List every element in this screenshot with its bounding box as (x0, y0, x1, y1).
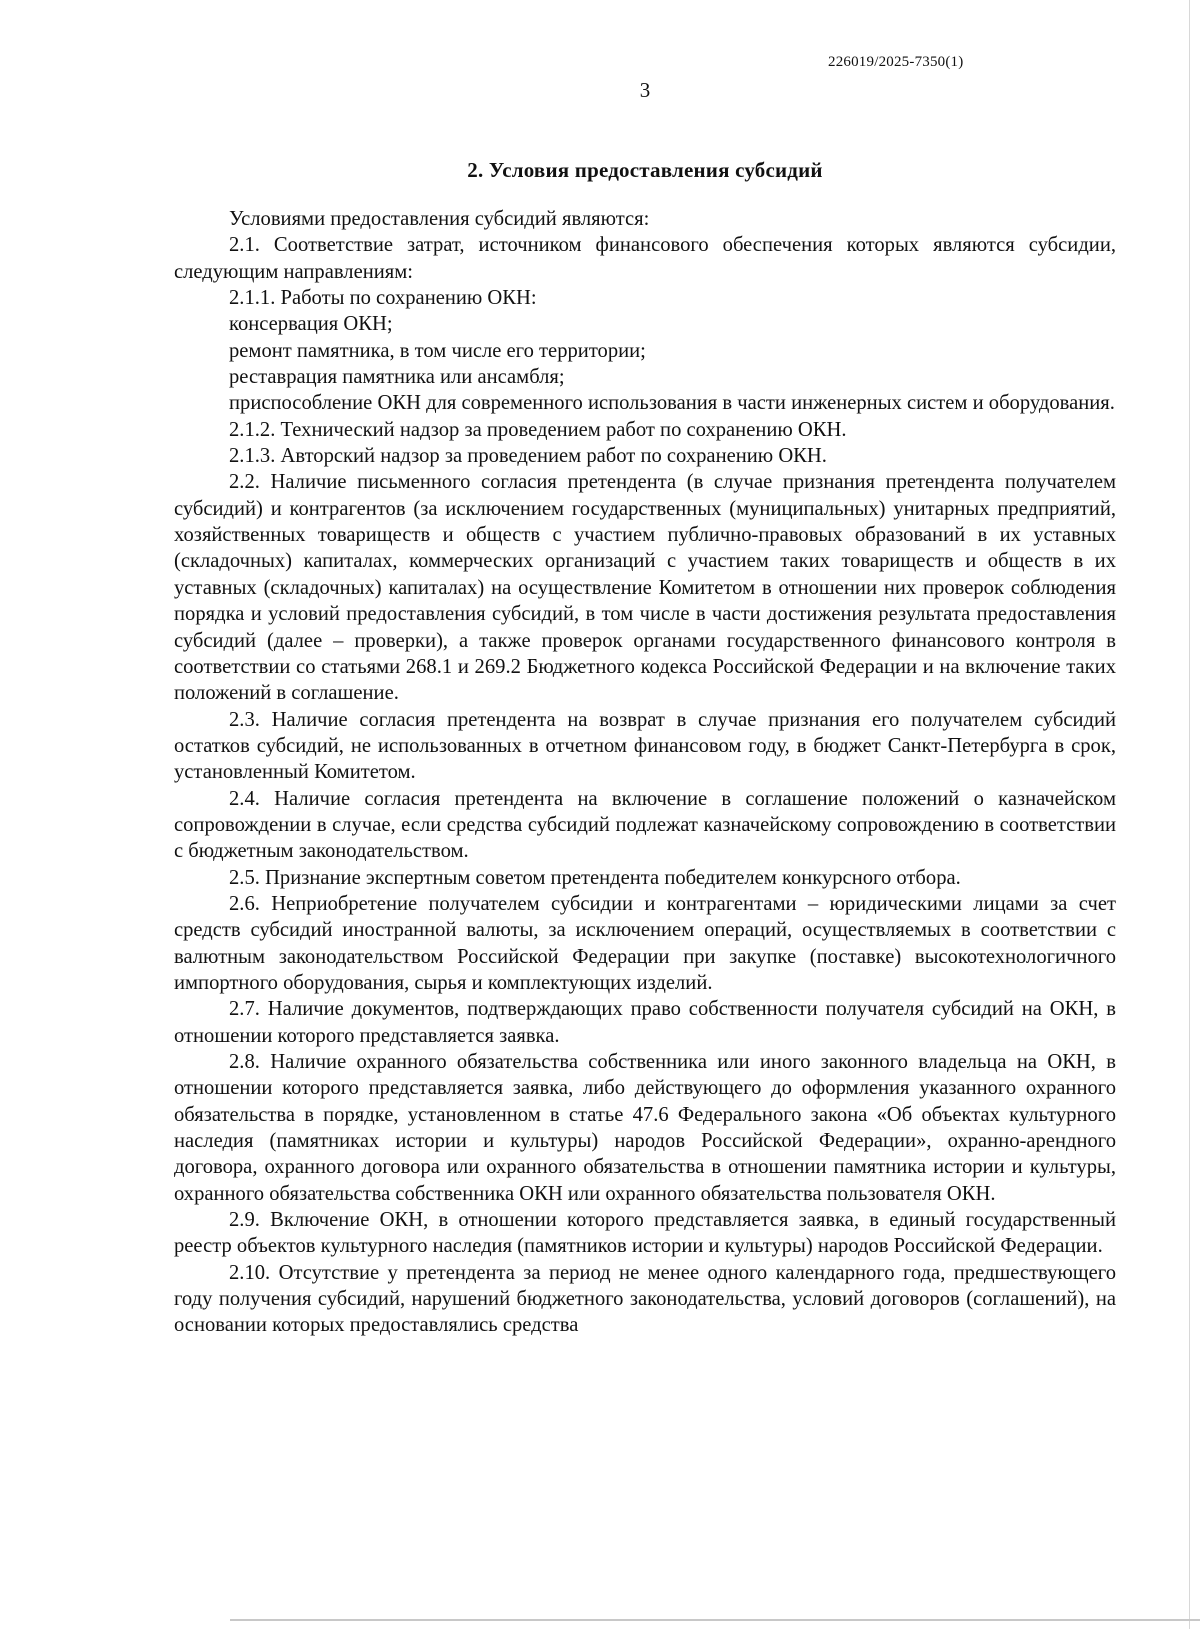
paragraph-2-1: 2.1. Соответствие затрат, источником финансового обеспечения которых являются субсидии, следующим направлениям: (174, 234, 1116, 283)
paragraph-2-3: 2.3. Наличие согласия претендента на возврат в случае признания его получателем субсидий остатков субсидий, не использованных в отчетном финансовом году, в бюджет Санкт-Петербурга в срок, установленный Комитетом. (174, 708, 1116, 784)
paragraph-2-5: 2.5. Признание экспертным советом претендента победителем конкурсного отбора. (229, 866, 961, 889)
paragraph-2-1-2: 2.1.2. Технический надзор за проведением работ по сохранению ОКН. (229, 418, 847, 441)
scan-bottom-line (230, 1619, 1200, 1621)
paragraph-2-1-1: 2.1.1. Работы по сохранению ОКН: (229, 287, 537, 310)
paragraph-2-7: 2.7. Наличие документов, подтверждающих право собственности получателя субсидий на ОКН, в отношении которого представляется заявка. (174, 998, 1116, 1047)
scan-edge-line (1189, 0, 1190, 1629)
paragraph-2-1-3: 2.1.3. Авторский надзор за проведением работ по сохранению ОКН. (229, 445, 827, 468)
document-body (174, 206, 1116, 1339)
section-title: 2. Условия предоставления субсидий (467, 158, 823, 182)
list-item-restoration: реставрация памятника или ансамбля; (229, 366, 565, 389)
paragraph-2-2: 2.2. Наличие письменного согласия претендента (в случае признания претендента получателем субсидий) и контрагентов (за исключением государственных (муниципальных) унитарных предприятий, хозяйственных товариществ и обществ с участием публично-правовых образований в их уставных (складочных) капиталах, коммерческих организаций с участием таких товариществ и обществ в их уставных (складочных) капиталах) на осуществление Комитетом в отношении них проверок соблюдения порядка и условий предоставления субсидий, в том числе в части достижения результата предоставления субсидий (далее – проверки), а также проверок органами государственного финансового контроля в соответствии со статьями 268.1 и 269.2 Бюджетного кодекса Российской Федерации и на включение таких положений в соглашение. (174, 471, 1116, 705)
page-number: 3 (639, 78, 651, 102)
list-item-adaptation: приспособление ОКН для современного использования в части инженерных систем и оборудования. (229, 392, 1115, 415)
paragraph-2-6: 2.6. Неприобретение получателем субсидии и контрагентами – юридическими лицами за счет средств субсидий иностранной валюты, за исключением операций, осуществляемых в соответствии с валютным законодательством Российской Федерации при закупке (поставке) высокотехнологичного импортного оборудования, сырья и комплектующих изделий. (174, 892, 1116, 994)
paragraph-2-8: 2.8. Наличие охранного обязательства собственника или иного законного владельца на ОКН, в отношении которого представляется заявка, либо действующего до оформления указанного охранного обязательства в порядке, установленном в статье 47.6 Федерального закона «Об объектах культурного наследия (памятниках истории и культуры) народов Российской Федерации», охранно-арендного договора, охранного договора или охранного обязательства в отношении памятника истории и культуры, охранного обязательства собственника ОКН или охранного обязательства пользователя ОКН. (174, 1051, 1116, 1205)
paragraph-2-10: 2.10. Отсутствие у претендента за период не менее одного календарного года, предшествующего году получения субсидий, нарушений бюджетного законодательства, условий договоров (соглашений), на основании которых предоставлялись средства (174, 1261, 1116, 1337)
paragraph-2-9: 2.9. Включение ОКН, в отношении которого представляется заявка, в единый государственный реестр объектов культурного наследия (памятников истории и культуры) народов Российской Федерации. (174, 1209, 1116, 1258)
document-id: 226019/2025-7350(1) (828, 54, 964, 70)
paragraph-intro: Условиями предоставления субсидий являются: (229, 208, 650, 230)
list-item-conservation: консервация ОКН; (229, 313, 393, 336)
paragraph-2-4: 2.4. Наличие согласия претендента на включение в соглашение положений о казначейском сопровождении в случае, если средства субсидий подлежат казначейскому сопровождению в соответствии с бюджетным законодательством. (174, 787, 1116, 863)
list-item-repair: ремонт памятника, в том числе его территории; (229, 339, 646, 362)
